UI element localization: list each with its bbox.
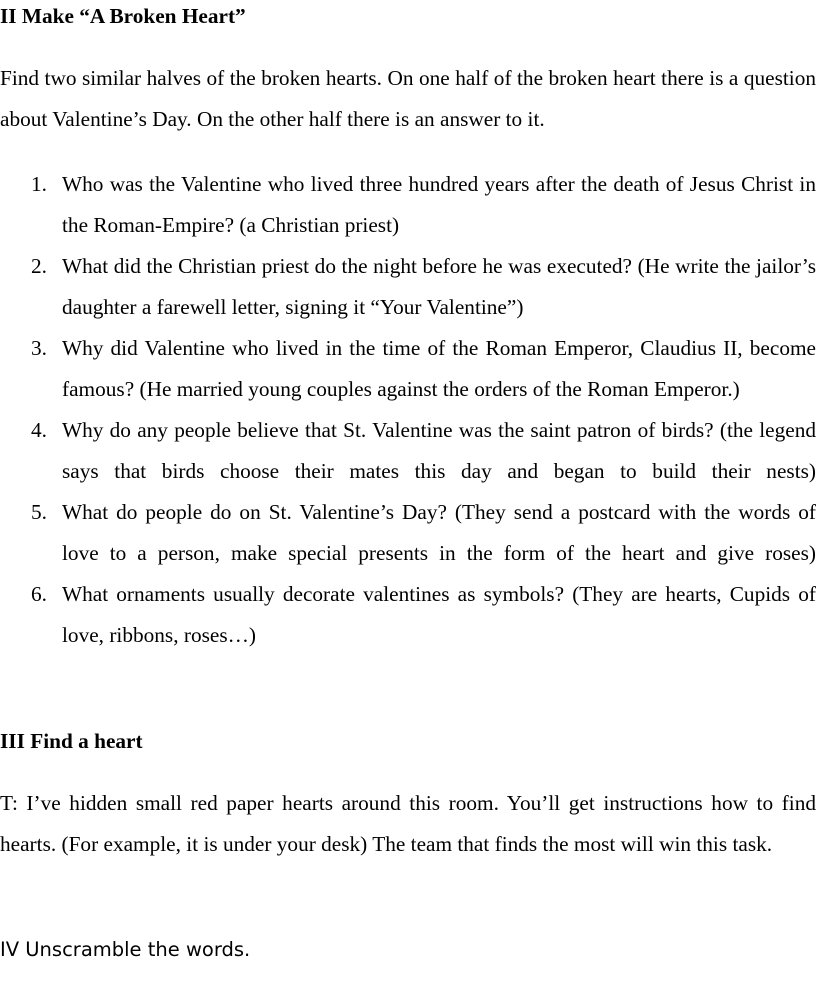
- list-item-number: 4.: [31, 418, 47, 442]
- list-item: [0, 328, 816, 410]
- section-2-intro: Find two similar halves of the broken hearts. On one half of the broken heart there is a question about Valentine’s Day. On the other half there is an answer to it.: [0, 66, 816, 131]
- list-item-text: Why did Valentine who lived in the time of the Roman Emperor, Claudius II, become famous? (He married young couples against the orders of the Roman Emperor.): [62, 336, 816, 401]
- list-item-number: 5.: [31, 500, 47, 524]
- list-item-number: 1.: [31, 172, 47, 196]
- list-item-text: Who was the Valentine who lived three hundred years after the death of Jesus Christ in the Roman-Empire? (a Christian priest): [62, 172, 816, 237]
- list-item: [0, 410, 816, 492]
- list-item-text: Why do any people believe that St. Valentine was the saint patron of birds? (the legend says that birds choose their mates this day and began to build their nests): [62, 418, 816, 483]
- list-item: [0, 492, 816, 574]
- list-item-text: What do people do on St. Valentine’s Day? (They send a postcard with the words of love to a person, make special presents in the form of the heart and give roses): [62, 500, 816, 565]
- list-item: [0, 164, 816, 246]
- section-3-title: III Find a heart: [0, 729, 143, 753]
- section-4-title: IV Unscramble the words.: [0, 938, 251, 961]
- list-item-text: What ornaments usually decorate valentines as symbols? (They are hearts, Cupids of love, ribbons, roses…): [62, 582, 816, 647]
- list-item: [0, 574, 816, 656]
- list-item-text: What did the Christian priest do the night before he was executed? (He write the jailor’s daughter a farewell letter, signing it “Your Valentine”): [62, 254, 816, 319]
- list-item-number: 2.: [31, 254, 47, 278]
- list-item: [0, 246, 816, 328]
- list-item-number: 6.: [31, 582, 47, 606]
- question-list: [0, 164, 816, 656]
- section-2-title: II Make “A Broken Heart”: [0, 4, 246, 28]
- section-3-text: T: I’ve hidden small red paper hearts around this room. You’ll get instructions how to find hearts. (For example, it is under your desk) The team that finds the most will win this task.: [0, 791, 816, 856]
- list-item-number: 3.: [31, 336, 47, 360]
